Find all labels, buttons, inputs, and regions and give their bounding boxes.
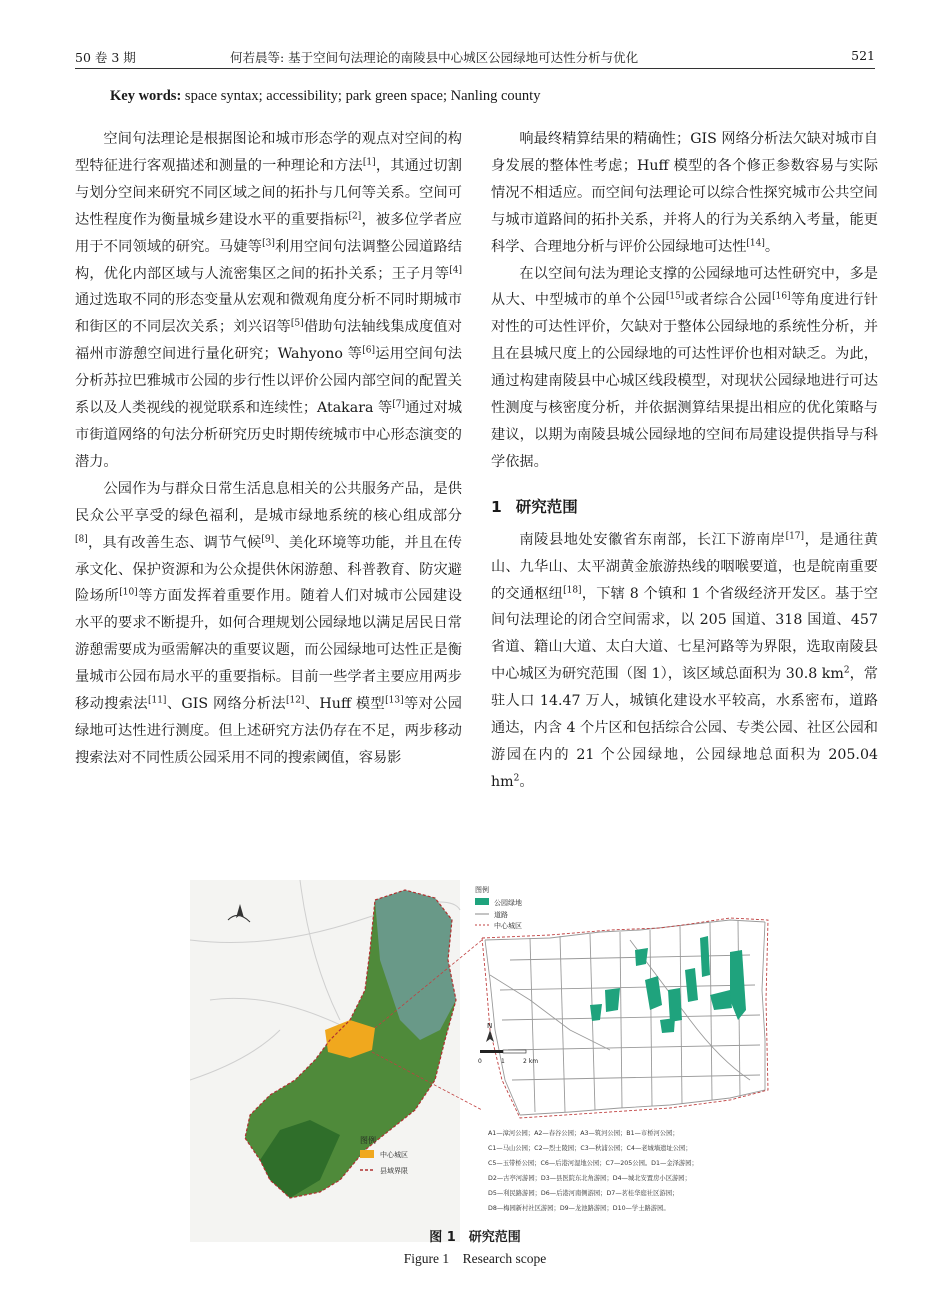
park-patch: [730, 950, 746, 1020]
north-label: N: [487, 1022, 493, 1030]
left-column: [75, 126, 462, 772]
citation-ref: [17]: [785, 530, 805, 541]
body-paragraph: 响最终精算结果的精确性；GIS 网络分析法欠缺对城市自身发展的整体性考虑；Huff 模型的各个修正参数容易与实际情况不相适应。而空间句法理论可以综合性探究城市公共空间与城市道路间的拓扑关系，并将人的行为关系纳入考量，能更科学、合理地分析与评价公园绿地可达性[14]。: [491, 131, 878, 255]
section-title: 研究范围: [515, 497, 578, 516]
left-legend-item: 中心城区: [380, 1151, 408, 1159]
right-legend: [475, 885, 522, 930]
park-patch: [710, 990, 732, 1010]
park-list-line: C5—玉带桥公园；C6—后港河湿地公园；C7—205公园。D1—金泽游园；: [488, 1160, 698, 1167]
citation-ref: [12]: [285, 695, 305, 706]
park-list: [488, 1128, 698, 1212]
citation-ref: [16]: [772, 291, 791, 302]
body-paragraph: 在以空间句法为理论支撑的公园绿地可达性研究中，多是从大、中型城市的单个公园[15]或者综合公园[16]等角度进行针对性的可达性评价，欠缺对于整体公园绿地的系统性分析，并且在县城尺度上的公园绿地的可达性评价也相对缺乏。为此，通过构建南陵县中心城区线段模型，对现状公园绿地进行可达性测度与核密度分析，并依据测算结果提出相应的优化策略与建议，以期为南陵县城公园绿地的空间布局建设提供指导与科学依据。: [491, 265, 878, 470]
citation-ref: [2]: [348, 210, 362, 221]
citation-ref: [9]: [261, 533, 275, 544]
section-number: 1: [491, 497, 502, 516]
left-legend-item: 县域界限: [380, 1167, 408, 1175]
citation-ref: [4]: [449, 264, 462, 275]
citation-ref: [6]: [362, 345, 375, 356]
park-list-line: A1—漳河公园；A2—春谷公园；A3—筑河公园；B1—市桥河公园；: [488, 1130, 679, 1137]
running-header: [75, 46, 875, 69]
citation-ref: [8]: [75, 533, 88, 544]
running-title: 何若晨等: 基于空间句法理论的南陵县中心城区公园绿地可达性分析与优化: [230, 50, 639, 65]
scale-label: 2 km: [523, 1058, 539, 1065]
right-legend-title: 图例: [475, 886, 489, 894]
left-legend-title: 图例: [360, 1136, 376, 1145]
right-legend-item: 公园绿地: [494, 899, 522, 907]
citation-ref: [3]: [262, 237, 275, 248]
issue-label: 50 卷 3 期: [75, 50, 136, 65]
park-patch: [645, 976, 662, 1010]
keywords: [110, 88, 540, 105]
citation-ref: 2: [513, 773, 520, 784]
scale-label: 1: [501, 1058, 505, 1065]
citation-ref: [7]: [392, 399, 406, 410]
right-legend-item: 道路: [494, 911, 508, 919]
park-list-line: D5—利民路游园；D6—后港河南侧游园；D7—茗桂华庭社区游园；: [488, 1190, 679, 1197]
park-swatch: [475, 898, 489, 905]
keywords-label: Key words:: [110, 88, 182, 104]
park-list-line: D2—古亭河游园；D3—县医院东北角游园；D4—城北安置房小区游园；: [488, 1175, 691, 1182]
right-legend-item: 中心城区: [494, 922, 522, 930]
scale-bar: [478, 1050, 538, 1065]
body-paragraph: 公园作为与群众日常生活息息相关的公共服务产品，是供民众公平享受的绿色福利，是城市绿地系统的核心组成部分[8]，具有改善生态、调节气候[9]、美化环境等功能，并且在传承文化、保护资源和为公众提供休闲游憩、科普教育、防灾避险场所[10]等方面发挥着重要作用。随着人们对城市公园建设水平的要求不断提升，如何合理规划公园绿地以满足居民日常游憩需要成为亟需解决的重要议题，而公园绿地可达性正是衡量城市公园布局水平的重要指标。目前一些学者主要应用两步移动搜索法[11]、GIS 网络分析法[12]、Huff 模型[13]等对公园绿地可达性进行测度。但上述研究方法仍存在不足，两步移动搜索法对不同性质公园采用不同的搜索阈值，容易影: [75, 480, 462, 766]
body-paragraph: 空间句法理论是根据图论和城市形态学的观点对空间的构型特征进行客观描述和测量的一种理论和方法[1]，其通过切割与划分空间来研究不同区域之间的拓扑与几何等关系。空间可达性程度作为衡量城乡建设水平的重要指标[2]，被多位学者应用于不同领域的研究。马婕等[3]利用空间句法调整公园道路结构，优化内部区域与人流密集区之间的拓扑关系；王子月等[4]通过选取不同的形态变量从宏观和微观角度分析不同时期城市和街区的不同层次关系；刘兴诏等[5]借助句法轴线集成度值对福州市游憩空间进行量化研究；Wahyono 等[6]运用空间句法分析苏拉巴雅城市公园的步行性以评价公园内部空间的配置关系以及人类视线的视觉联系和连续性；Atakara 等[7]通过对城市街道网络的句法分析研究历史时期传统城市中心形态演变的潜力。: [75, 131, 462, 470]
citation-ref: [1]: [362, 157, 376, 168]
park-patch: [685, 968, 698, 1002]
scale-label: 0: [478, 1058, 482, 1065]
park-green-spaces: [590, 936, 746, 1033]
section-heading: [491, 494, 878, 521]
park-patch: [668, 988, 682, 1022]
citation-ref: 2: [843, 665, 850, 676]
figure-caption-cn: 图 1 研究范围: [429, 1230, 521, 1245]
park-list-line: C1—马山公园；C2—烈士陵园；C3—秋浦公园；C4—老城墙遗址公园；: [488, 1145, 692, 1152]
citation-ref: [10]: [119, 587, 138, 598]
park-patch: [635, 948, 648, 966]
citation-ref: [5]: [290, 318, 304, 329]
citation-ref: [18]: [563, 584, 582, 595]
body-paragraph: 南陵县地处安徽省东南部，长江下游南岸[17]，是通往黄山、九华山、太平湖黄金旅游热线的咽喉要道，也是皖南重要的交通枢纽[18]，下辖 8 个镇和 1 个省级经济开发区。基于空间句法理论的闭合空间需求，以 205 国道、318 国道、457 省道、籍山大道、太白大道、七星河路等为界限，选取南陵县中心城区为研究范围（图 1），该区域总面积为 30.8 $km^2$，常驻人口 14.47 万人，城镇化建设水平较高，水系密布，道路通达，内含 4 个片区和包括综合公园、专类公园、社区公园和游园在内的 21 个公园绿地，公园绿地总面积为 205.04 $hm^2$。: [491, 530, 878, 790]
citation-ref: [13]: [385, 695, 404, 706]
city-road-network: [485, 920, 765, 1115]
park-list-line: D8—梅园新村社区游园；D9—龙池路游园；D10—学士路游园。: [488, 1205, 670, 1212]
citation-ref: [11]: [147, 695, 167, 706]
citation-ref: [15]: [665, 291, 685, 302]
citation-ref: [14]: [746, 237, 765, 248]
figure-caption-en: Figure 1 Research scope: [403, 1251, 547, 1266]
park-patch: [700, 936, 710, 977]
page-number: 521: [851, 48, 875, 63]
center-city-swatch: [360, 1150, 374, 1158]
keywords-text: space syntax; accessibility; park green space; Nanling county: [184, 88, 541, 104]
study-area-figure: [190, 880, 780, 1242]
park-patch: [660, 1018, 675, 1033]
park-patch: [605, 988, 620, 1012]
right-column: [491, 126, 878, 796]
north-arrow-icon: [486, 1022, 494, 1042]
